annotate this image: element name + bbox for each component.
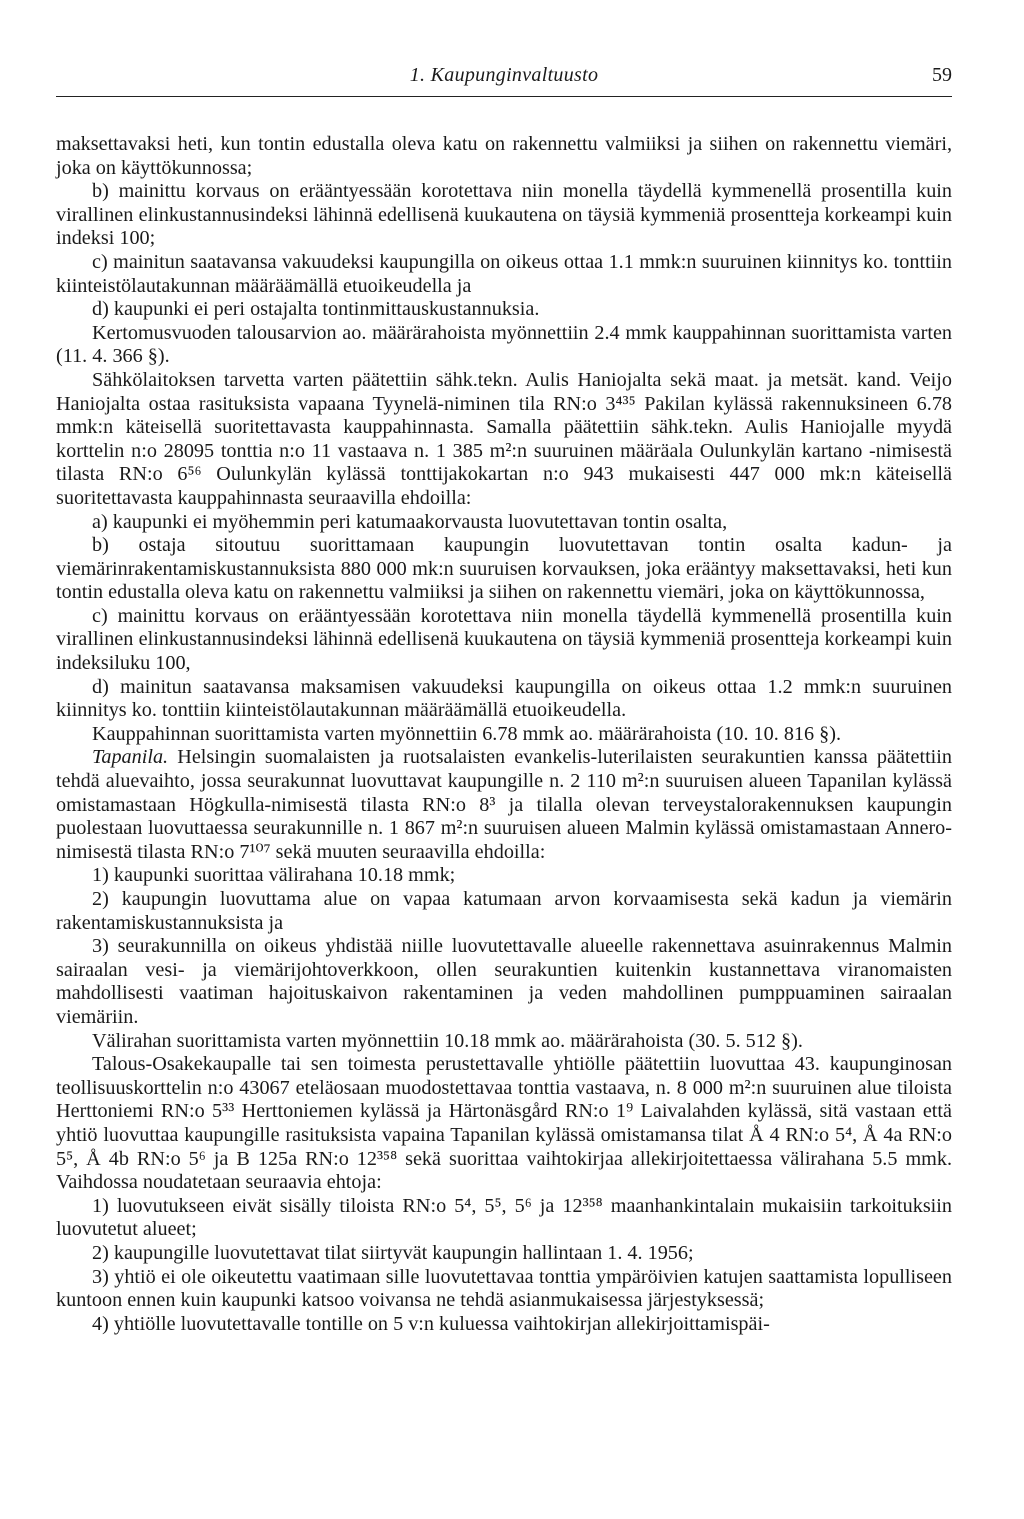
paragraph	[56, 888, 952, 935]
paragraph-text: Välirahan suorittamista varten myönnettiin 10.18 mmk ao. määrärahoista (30. 5. 512 §).	[92, 1029, 803, 1052]
paragraph-run-in-heading: Tapanila.	[92, 746, 169, 769]
paragraph	[56, 864, 952, 888]
paragraph	[56, 298, 952, 322]
paragraph	[56, 1030, 952, 1054]
paragraph	[56, 1053, 952, 1195]
paragraph-text: 1) kaupunki suorittaa välirahana 10.18 mmk;	[92, 864, 456, 887]
paragraph-text: d) kaupunki ei peri ostajalta tontinmittauskustannuksia.	[92, 298, 540, 321]
running-header	[56, 62, 952, 92]
paragraph-text: b) ostaja sitoutuu suorittamaan kaupungin luovutettavan tontin osalta kadun- ja viemärinrakentamiskustannuksista 880 000 mk:n suuruisen korvauksen, joka erääntyy maksettavaksi, heti kun tontin edustalla oleva katu on rakennettu valmiiksi ja siihen on rakennettu viemäri, joka on käyttökunnossa,	[56, 534, 952, 604]
paragraph-text: d) mainitun saatavansa maksamisen vakuudeksi kaupungilla on oikeus ottaa 1.2 mmk:n suuruinen kiinnitys ko. tonttiin kiinteistölautakunnan määräämällä etuoikeudella.	[56, 675, 952, 722]
paragraph-text: c) mainitun saatavansa vakuudeksi kaupungilla on oikeus ottaa 1.1 mmk:n suuruinen kiinnitys ko. tonttiin kiinteistölautakunnan määräämällä etuoikeudella ja	[56, 250, 952, 297]
paragraph	[56, 133, 952, 180]
paragraph-text: 3) yhtiö ei ole oikeutettu vaatimaan sille luovutettavaa tonttia ympäröivien katujen saattamista lopulliseen kuntoon ennen kuin kaupunki katsoo voivansa ne tehdä asianmukaisessa järjestyksessä;	[56, 1265, 952, 1312]
paragraph	[56, 369, 952, 511]
paragraph	[56, 1195, 952, 1242]
paragraph	[56, 676, 952, 723]
document-page	[56, 62, 952, 1336]
paragraph-text: Sähkölaitoksen tarvetta varten päätettiin sähk.tekn. Aulis Haniojalta sekä maat. ja metsät. kand. Veijo Haniojalta ostaa rasituksista vapaana Tyynelä-niminen tila RN:o 3⁴³⁵ Pakilan kylässä rakennuksineen 6.78 mmk:n käteisellä suoritettavasta kauppahinnasta. Samalla päätettiin sähk.tekn. Aulis Haniojalle myydä korttelin n:o 28095 tonttia n:o 11 vastaava n. 1 385 m²:n suuruinen määräala Oulunkylän kartano -nimisestä tilasta RN:o 6⁵⁶ Oulunkylän kylässä tonttijakokartan n:o 943 mukaisesti 447 000 mk:n käteisellä suoritettavasta kauppahinnasta seuraavilla ehdoilla:	[56, 368, 952, 509]
paragraph-text: c) mainittu korvaus on erääntyessään korotettava niin monella täydellä kymmenellä prosentilla kuin virallinen elinkustannusindeksi lähinnä edellisenä kuukautena on täysiä kymmeniä prosentteja korkeampi kuin indeksiluku 100,	[56, 604, 952, 675]
paragraph-text: Kauppahinnan suorittamista varten myönnettiin 6.78 mmk ao. määrärahoista (10. 10. 816 §).	[92, 722, 842, 745]
running-title: 1. Kaupunginvaltuusto	[409, 64, 599, 86]
paragraph	[56, 1266, 952, 1313]
paragraph-text: b) mainittu korvaus on erääntyessään korotettava niin monella täydellä kymmenellä prosentilla kuin virallinen elinkustannusindeksi lähinnä edellisenä kuukautena on täysiä kymmeniä prosentteja korkeampi kuin indeksi 100;	[56, 180, 952, 250]
paragraph-text: Helsingin suomalaisten ja ruotsalaisten evankelis-luterilaisten seurakuntien kanssa päätettiin tehdä aluevaihto, jossa seurakunnat luovuttavat kaupungille n. 2 110 m²:n suuruisen alueen Tapanilan kylässä omistamastaan Högkulla-nimisestä tilasta RN:o 8³ ja tilalla olevan terveystalorakennuksen kaupungin puolestaan luovuttaessa seurakunnille n. 1 867 m²:n suuruisen alueen Malmin kylässä omistamastaan Annero-nimisestä tilasta RN:o 7¹⁰⁷ sekä muuten seuraavilla ehdoilla:	[56, 746, 952, 863]
paragraph	[56, 1313, 952, 1337]
paragraph	[56, 605, 952, 676]
page-number: 59	[932, 64, 952, 86]
header-rule	[56, 96, 952, 97]
paragraph	[56, 935, 952, 1029]
paragraph-text: Kertomusvuoden talousarvion ao. määrärahoista myönnettiin 2.4 mmk kauppahinnan suorittamista varten (11. 4. 366 §).	[56, 321, 952, 368]
paragraph-text: Talous-Osakekaupalle tai sen toimesta perustettavalle yhtiölle päätettiin luovuttaa 43. kaupunginosan teollisuuskorttelin n:o 43067 eteläosaan muodostettavaa tonttia vastaava, n. 8 000 m²:n suuruinen alue tiloista Herttoniemi RN:o 5³³ Herttoniemen kylässä ja Härtonäsgård RN:o 1⁹ Laivalahden kylässä, sitä vastaan että yhtiö luovuttaa kaupungille rasituksista vapaina Tapanilan kylässä omistamansa tilat Å 4 RN:o 5⁴, Å 4a RN:o 5⁵, Å 4b RN:o 5⁶ ja B 125a RN:o 12³⁵⁸ sekä suorittaa vaihtokirjaa allekirjoitettaessa välirahana 5.5 mmk. Vaihdossa noudatetaan seuraavia ehtoja:	[56, 1053, 952, 1194]
paragraph	[56, 322, 952, 369]
paragraph	[56, 746, 952, 864]
paragraph-text: 1) luovutukseen eivät sisälly tiloista RN:o 5⁴, 5⁵, 5⁶ ja 12³⁵⁸ maanhankintalain mukaisiin tarkoituksiin luovutetut alueet;	[56, 1194, 952, 1241]
paragraph	[56, 723, 952, 747]
paragraph	[56, 251, 952, 298]
paragraph-text: a) kaupunki ei myöhemmin peri katumaakorvausta luovutettavan tontin osalta,	[92, 510, 728, 533]
paragraph	[56, 180, 952, 251]
paragraph-text: 4) yhtiölle luovutettavalle tontille on 5 v:n kuluessa vaihtokirjan allekirjoittamispäi-	[92, 1312, 770, 1335]
paragraph-text: maksettavaksi heti, kun tontin edustalla oleva katu on rakennettu valmiiksi ja siihen on rakennettu viemäri, joka on käyttökunnossa;	[56, 133, 952, 179]
paragraph-text: 2) kaupungin luovuttama alue on vapaa katumaan arvon korvaamisesta sekä kadun ja viemärin rakentamiskustannuksista ja	[56, 888, 952, 934]
paragraph-text: 3) seurakunnilla on oikeus yhdistää niille luovutettavalle alueelle rakennettava asuinrakennus Malmin sairaalan vesi- ja viemärijohtoverkkoon, ollen seurakuntien kuitenkin kustannettava viranomaisten mahdollisesti vaatiman hajoituskaivon rakentaminen ja veden mahdollinen pumppuaminen sairaalan viemäriin.	[56, 935, 952, 1028]
paragraph-text: 2) kaupungille luovutettavat tilat siirtyvät kaupungin hallintaan 1. 4. 1956;	[92, 1241, 694, 1264]
paragraph	[56, 1242, 952, 1266]
paragraph	[56, 511, 952, 535]
body-text	[56, 133, 952, 1336]
paragraph	[56, 534, 952, 605]
